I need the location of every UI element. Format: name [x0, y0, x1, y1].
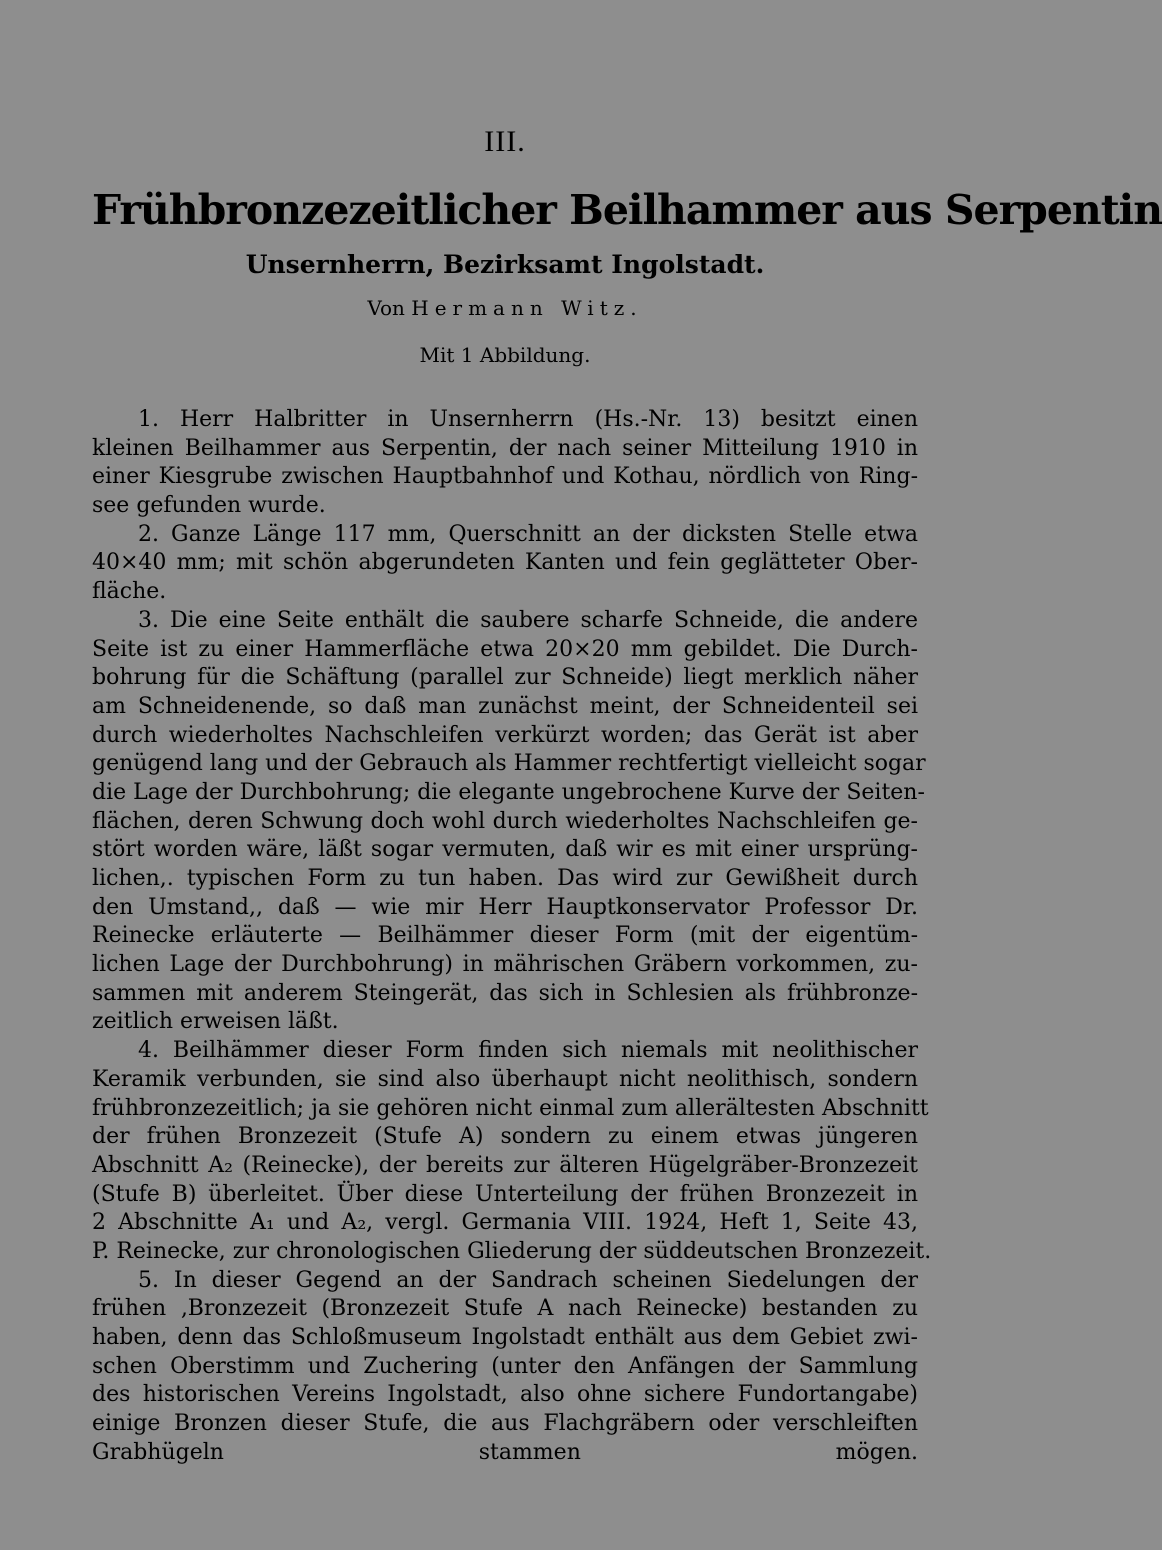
text-line: 40×40 mm; mit schön abgerundeten Kanten und fein geglätteter Ober- — [92, 550, 918, 576]
text-line: 2. Ganze Länge 117 mm, Querschnitt an der dicksten Stelle etwa — [138, 521, 918, 547]
article-title: Frühbronzezeitlicher Beilhammer aus Serpentin — [92, 186, 1162, 234]
chapter-number: III. — [484, 125, 526, 158]
text-line: bohrung für die Schäftung (parallel zur Schneide) liegt merklich näher — [92, 665, 918, 691]
text-line: frühbronzezeitlich; ja sie gehören nicht einmal zum allerältesten Abschnitt — [92, 1095, 929, 1121]
author-prefix: Von — [367, 296, 405, 320]
text-line: (Stufe B) überleitet. Über diese Unterteilung der frühen Bronzezeit in — [92, 1181, 918, 1207]
text-line: des historischen Vereins Ingolstadt, also ohne sichere Fundortangabe) — [92, 1382, 918, 1408]
text-line: see gefunden wurde. — [92, 493, 326, 519]
text-line: Grabhügeln stammen mögen. — [92, 1439, 918, 1465]
text-line: am Schneidenende, so daß man zunächst meint, der Schneidenteil sei — [92, 693, 918, 719]
author-line — [92, 296, 918, 320]
document-page — [92, 0, 1162, 1550]
text-line: einer Kiesgrube zwischen Hauptbahnhof und Kothau, nördlich von Ring- — [92, 464, 918, 490]
author-name: Hermann Witz. — [411, 296, 643, 320]
text-line: P. Reinecke, zur chronologischen Gliederung der süddeutschen Bronzezeit. — [92, 1238, 932, 1264]
text-line: sammen mit anderem Steingerät, das sich in Schlesien als frühbronze- — [92, 980, 918, 1006]
text-line: haben, denn das Schloßmuseum Ingolstadt enthält aus dem Gebiet zwi- — [92, 1325, 918, 1350]
text-line: frühen ‚Bronzezeit (Bronzezeit Stufe A nach Reinecke) bestanden zu — [92, 1296, 918, 1322]
text-line: stört worden wäre, läßt sogar vermuten, daß wir es mit einer ursprüng- — [92, 837, 918, 863]
text-line: Seite ist zu einer Hammerfläche etwa 20×20 mm gebildet. Die Durch- — [92, 636, 918, 662]
article-subtitle: Unsernherrn, Bezirksamt Ingolstadt. — [245, 250, 765, 279]
text-line: Reinecke erläuterte — Beilhämmer dieser Form (mit der eigentüm- — [92, 923, 918, 949]
text-line: zeitlich erweisen läßt. — [92, 1009, 339, 1035]
text-line: die Lage der Durchbohrung; die elegante ungebrochene Kurve der Seiten- — [92, 779, 925, 805]
text-line: den Umstand,, daß — wie mir Herr Hauptkonservator Professor Dr. — [92, 894, 918, 920]
text-line: 1. Herr Halbritter in Unsernherrn (Hs.-Nr. 13) besitzt einen — [138, 407, 918, 432]
text-line: 5. In dieser Gegend an der Sandrach scheinen Siedelungen der — [138, 1267, 918, 1293]
text-line: 4. Beilhämmer dieser Form finden sich niemals mit neolithischer — [138, 1038, 918, 1064]
text-line: 2 Abschnitte A₁ und A₂, vergl. Germania VIII. 1924, Heft 1, Seite 43, — [92, 1210, 918, 1236]
illustration-note: Mit 1 Abbildung. — [419, 343, 591, 367]
text-line: Abschnitt A₂ (Reinecke), der bereits zur älteren Hügelgräber-Bronzezeit — [92, 1152, 918, 1178]
text-line: lichen Lage der Durchbohrung) in mährischen Gräbern vorkommen, zu- — [92, 952, 918, 978]
text-line: Keramik verbunden, sie sind also überhaupt nicht neolithisch, sondern — [92, 1066, 918, 1092]
text-line: der frühen Bronzezeit (Stufe A) sondern zu einem etwas jüngeren — [92, 1124, 918, 1150]
text-line: lichen,. typischen Form zu tun haben. Das wird zur Gewißheit durch — [92, 866, 918, 891]
text-line: 3. Die eine Seite enthält die saubere scharfe Schneide, die andere — [138, 607, 918, 633]
text-line: flächen, deren Schwung doch wohl durch wiederholtes Nachschleifen ge- — [92, 808, 918, 834]
text-line: kleinen Beilhammer aus Serpentin, der nach seiner Mitteilung 1910 in — [92, 435, 918, 461]
body-text — [92, 406, 932, 1467]
text-line: genügend lang und der Gebrauch als Hammer rechtfertigt vielleicht sogar — [92, 751, 926, 777]
text-line: einige Bronzen dieser Stufe, die aus Flachgräbern oder verschleiften — [92, 1411, 918, 1437]
text-line: durch wiederholtes Nachschleifen verkürzt worden; das Gerät ist aber — [92, 722, 918, 748]
text-line: schen Oberstimm und Zuchering (unter den Anfängen der Sammlung — [92, 1353, 918, 1379]
text-line: fläche. — [92, 579, 167, 605]
